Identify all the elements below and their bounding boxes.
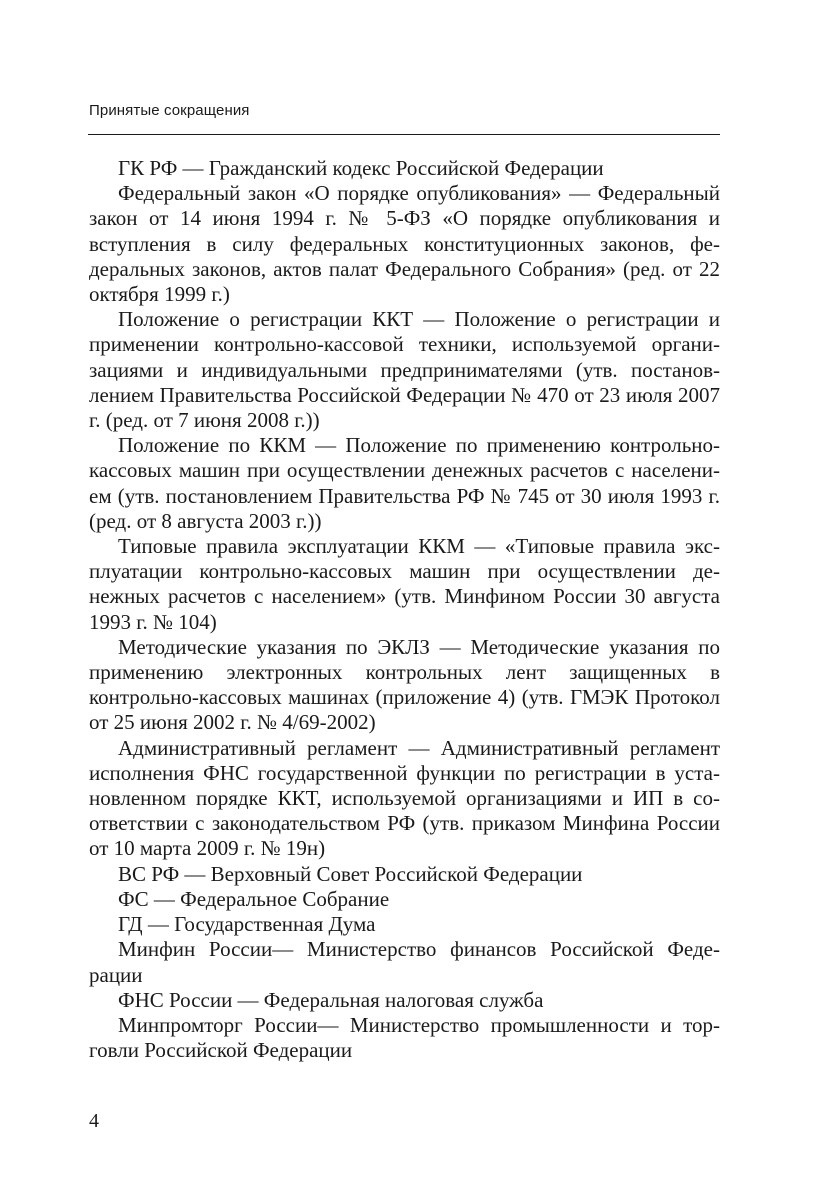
abbreviation-entry: Положение по ККМ — Положение по применению контрольно-кассовых машин при осуществлении денежных расчетов с населением (утв. постановлением Правительства РФ № 745 от 30 июля 1993 г. (ред. от 8 августа 2003 г.)) — [89, 433, 720, 533]
header-divider — [88, 134, 720, 135]
abbreviation-entry: Административный регламент — Административный регламент исполнения ФНС государственной функции по регистрации в установленном порядке ККТ, используемой организациями и ИП в соответствии с законодательством РФ (утв. приказом Минфина России от 10 марта 2009 г. № 19н) — [89, 735, 720, 861]
abbreviation-entry: ВС РФ — Верховный Совет Российской Федерации — [118, 861, 583, 886]
abbreviations-list — [89, 156, 720, 1063]
abbreviation-entry: Минпромторг России— Министерство промышленности и торговли Российской Федерации — [89, 1012, 720, 1063]
abbreviation-entry: ФНС России — Федеральная налоговая служба — [118, 987, 544, 1012]
abbreviation-entry: Методические указания по ЭКЛЗ — Методические указания по применению электронных контрольных лент защищенных в контрольно-кассовых машинах (приложение 4) (утв. ГМЭК Протокол от 25 июня 2002 г. № 4/69-2002) — [89, 634, 720, 735]
abbreviation-entry: ФС — Федеральное Собрание — [118, 886, 390, 911]
abbreviation-entry: Минфин России— Министерство финансов Российской Федерации — [89, 937, 720, 987]
abbreviation-entry: Типовые правила эксплуатации ККМ — «Типовые правила эксплуатации контрольно-кассовых машин при осуществлении денежных расчетов с населением» (утв. Минфином России 30 августа 1993 г. № 104) — [89, 534, 720, 634]
running-head-title: Принятые сокращения — [89, 102, 250, 119]
abbreviation-entry: Федеральный закон «О порядке опубликования» — Федеральный закон от 14 июня 1994 г. № 5-ФЗ «О порядке опубликования и вступления в силу федеральных конституционных законов, федеральных законов, актов палат Федерального Собрания» (ред. от 22 октября 1999 г.) — [89, 181, 720, 307]
abbreviation-entry: ГД — Государственная Дума — [118, 912, 376, 937]
page-number: 4 — [89, 1110, 99, 1132]
abbreviation-entry: ГК РФ — Гражданский кодекс Российской Федерации — [118, 156, 604, 180]
abbreviation-entry: Положение о регистрации ККТ — Положение о регистрации и применении контрольно-кассовой техники, используемой организациями и индивидуальными предпринимателями (утв. постановлением Правительства Российской Федерации № 470 от 23 июля 2007 г. (ред. от 7 июня 2008 г.)) — [89, 307, 720, 433]
